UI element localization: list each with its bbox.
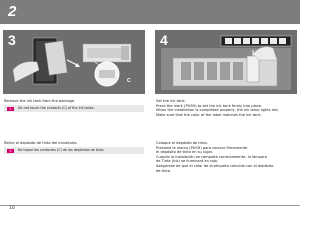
step-number: 4 bbox=[160, 32, 168, 48]
step-3-illustration bbox=[3, 30, 145, 94]
footer-divider bbox=[0, 205, 300, 206]
instruction-line: Cuando la instalación se complete correctamente, la lámpara bbox=[156, 154, 267, 159]
instruction-es: Retire el depósito de tinta del envoltorio. bbox=[4, 141, 78, 145]
ink-tank-package-illustration bbox=[3, 30, 145, 94]
instruction-line: Press the mark (PUSH) to set the ink tank firmly into place. bbox=[156, 103, 263, 108]
instruction-line: Asegúrese de que el color de la etiqueta coincida con el depósito bbox=[156, 164, 274, 168]
step-number: 3 bbox=[8, 32, 16, 48]
contact-label: C bbox=[127, 78, 131, 84]
instruction-line: Coloque el depósito de tinta. bbox=[156, 141, 208, 145]
instruction-line: When the installation is completed properly, the ink lamp lights red. bbox=[156, 108, 279, 113]
step-4-illustration bbox=[155, 30, 297, 94]
header-bar bbox=[0, 0, 300, 24]
instruction-line: Make sure that the color of the label matches the ink tank. bbox=[156, 112, 262, 117]
caution-note-text: No toque los contactos (C) de los depósitos de tinta. bbox=[18, 148, 105, 152]
caution-mark-icon: ✎ bbox=[7, 107, 14, 111]
instruction-line: de Tinta (Ink) se iluminará en rojo. bbox=[156, 159, 218, 164]
page-number: 10 bbox=[9, 206, 15, 211]
section-number: 2 bbox=[8, 3, 17, 20]
instruction-line: Set the ink tank. bbox=[156, 99, 186, 103]
instruction-en: Remove the ink tank from the package. bbox=[4, 99, 76, 103]
printer-ink-slot-illustration bbox=[155, 30, 297, 94]
instruction-line: el depósito de tinta en su lugar. bbox=[156, 150, 213, 155]
instruction-line: de tinta. bbox=[156, 168, 172, 173]
instruction-line: Presione la marca (PUSH) para colocar firmemente bbox=[156, 145, 248, 150]
caution-note-es bbox=[4, 147, 144, 154]
caution-mark-icon: ✎ bbox=[7, 149, 14, 153]
caution-note-text: Do not touch the contacts (C) of the ink tanks. bbox=[18, 106, 95, 110]
caution-note-en bbox=[4, 105, 144, 112]
